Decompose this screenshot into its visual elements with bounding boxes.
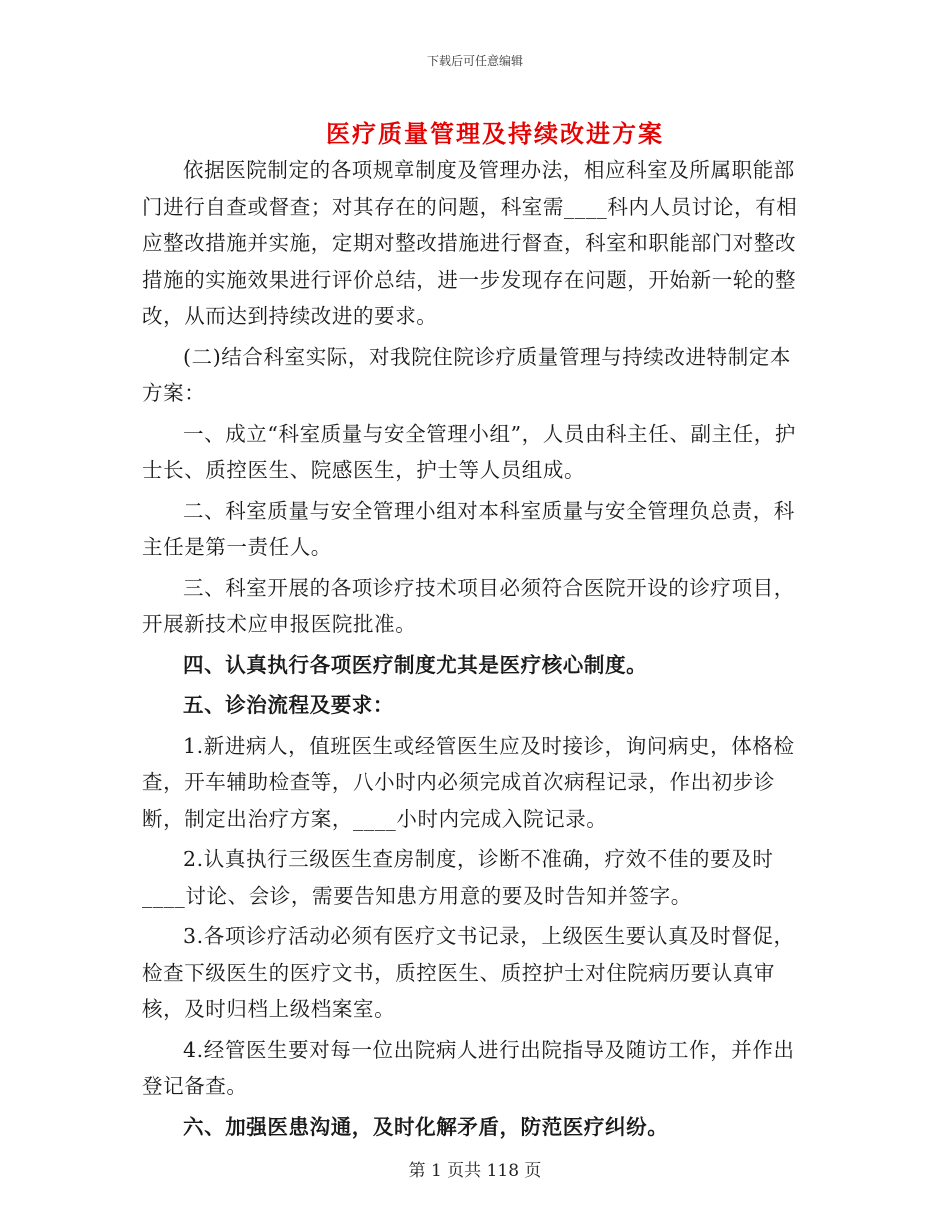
paragraph-item-5: 五、诊治流程及要求：	[183, 693, 394, 717]
paragraph-sub-2: 2.认真执行三级医生查房制度，诊断不准确，疗效不佳的要及时____讨论、会诊，需要告知患方用意的要及时告知并签字。	[142, 847, 774, 908]
paragraph-sub-1: 1.新进病人，值班医生或经管医生应及时接诊，询问病史，体格检查，开车辅助检查等，八小时内必须完成首次病程记录，作出初步诊断，制定出治疗方案，____小时内完成入院记录。	[142, 733, 795, 831]
paragraph-sub-3: 3.各项诊疗活动必须有医疗文书记录，上级医生要认真及时督促，检查下级医生的医疗文书，质控医生、质控护士对住院病历要认真审核，及时归档上级档案室。	[142, 924, 795, 1021]
paragraph-item-6: 六、加强医患沟通，及时化解矛盾，防范医疗纠纷。	[183, 1114, 669, 1139]
paragraph-item-2: 二、科室质量与安全管理小组对本科室质量与安全管理负总责，科主任是第一责任人。	[142, 498, 795, 559]
paragraph-item-1: 一、成立“科室质量与安全管理小组”，人员由科主任、副主任，护士长、质控医生、院感医生，护士等人员组成。	[142, 421, 796, 482]
paragraph-section-2: (二)结合科室实际，对我院住院诊疗质量管理与持续改进特制定本方案：	[142, 344, 791, 405]
paragraph-item-3: 三、科室开展的各项诊疗技术项目必须符合医院开设的诊疗项目，开展新技术应申报医院批准。	[142, 575, 795, 636]
paragraph-intro: 依据医院制定的各项规章制度及管理办法，相应科室及所属职能部门进行自查或督查；对其存在的问题，科室需____科内人员讨论，有相应整改措施并实施，定期对整改措施进行督查，科室和职能部门对整改措施的实施效果进行评价总结，进一步发现存在问题，开始新一轮的整改，从而达到持续改进的要求。	[142, 158, 798, 328]
paragraph-sub-4: 4.经管医生要对每一位出院病人进行出院指导及随访工作，并作出登记备查。	[142, 1037, 795, 1098]
document-body	[142, 152, 806, 1149]
page-header: 下载后可任意编辑	[426, 54, 523, 68]
page-footer: 第 1 页共 118 页	[408, 1161, 542, 1181]
paragraph-item-4: 四、认真执行各项医疗制度尤其是医疗核心制度。	[183, 652, 648, 677]
document-title: 医疗质量管理及持续改进方案	[326, 119, 664, 148]
